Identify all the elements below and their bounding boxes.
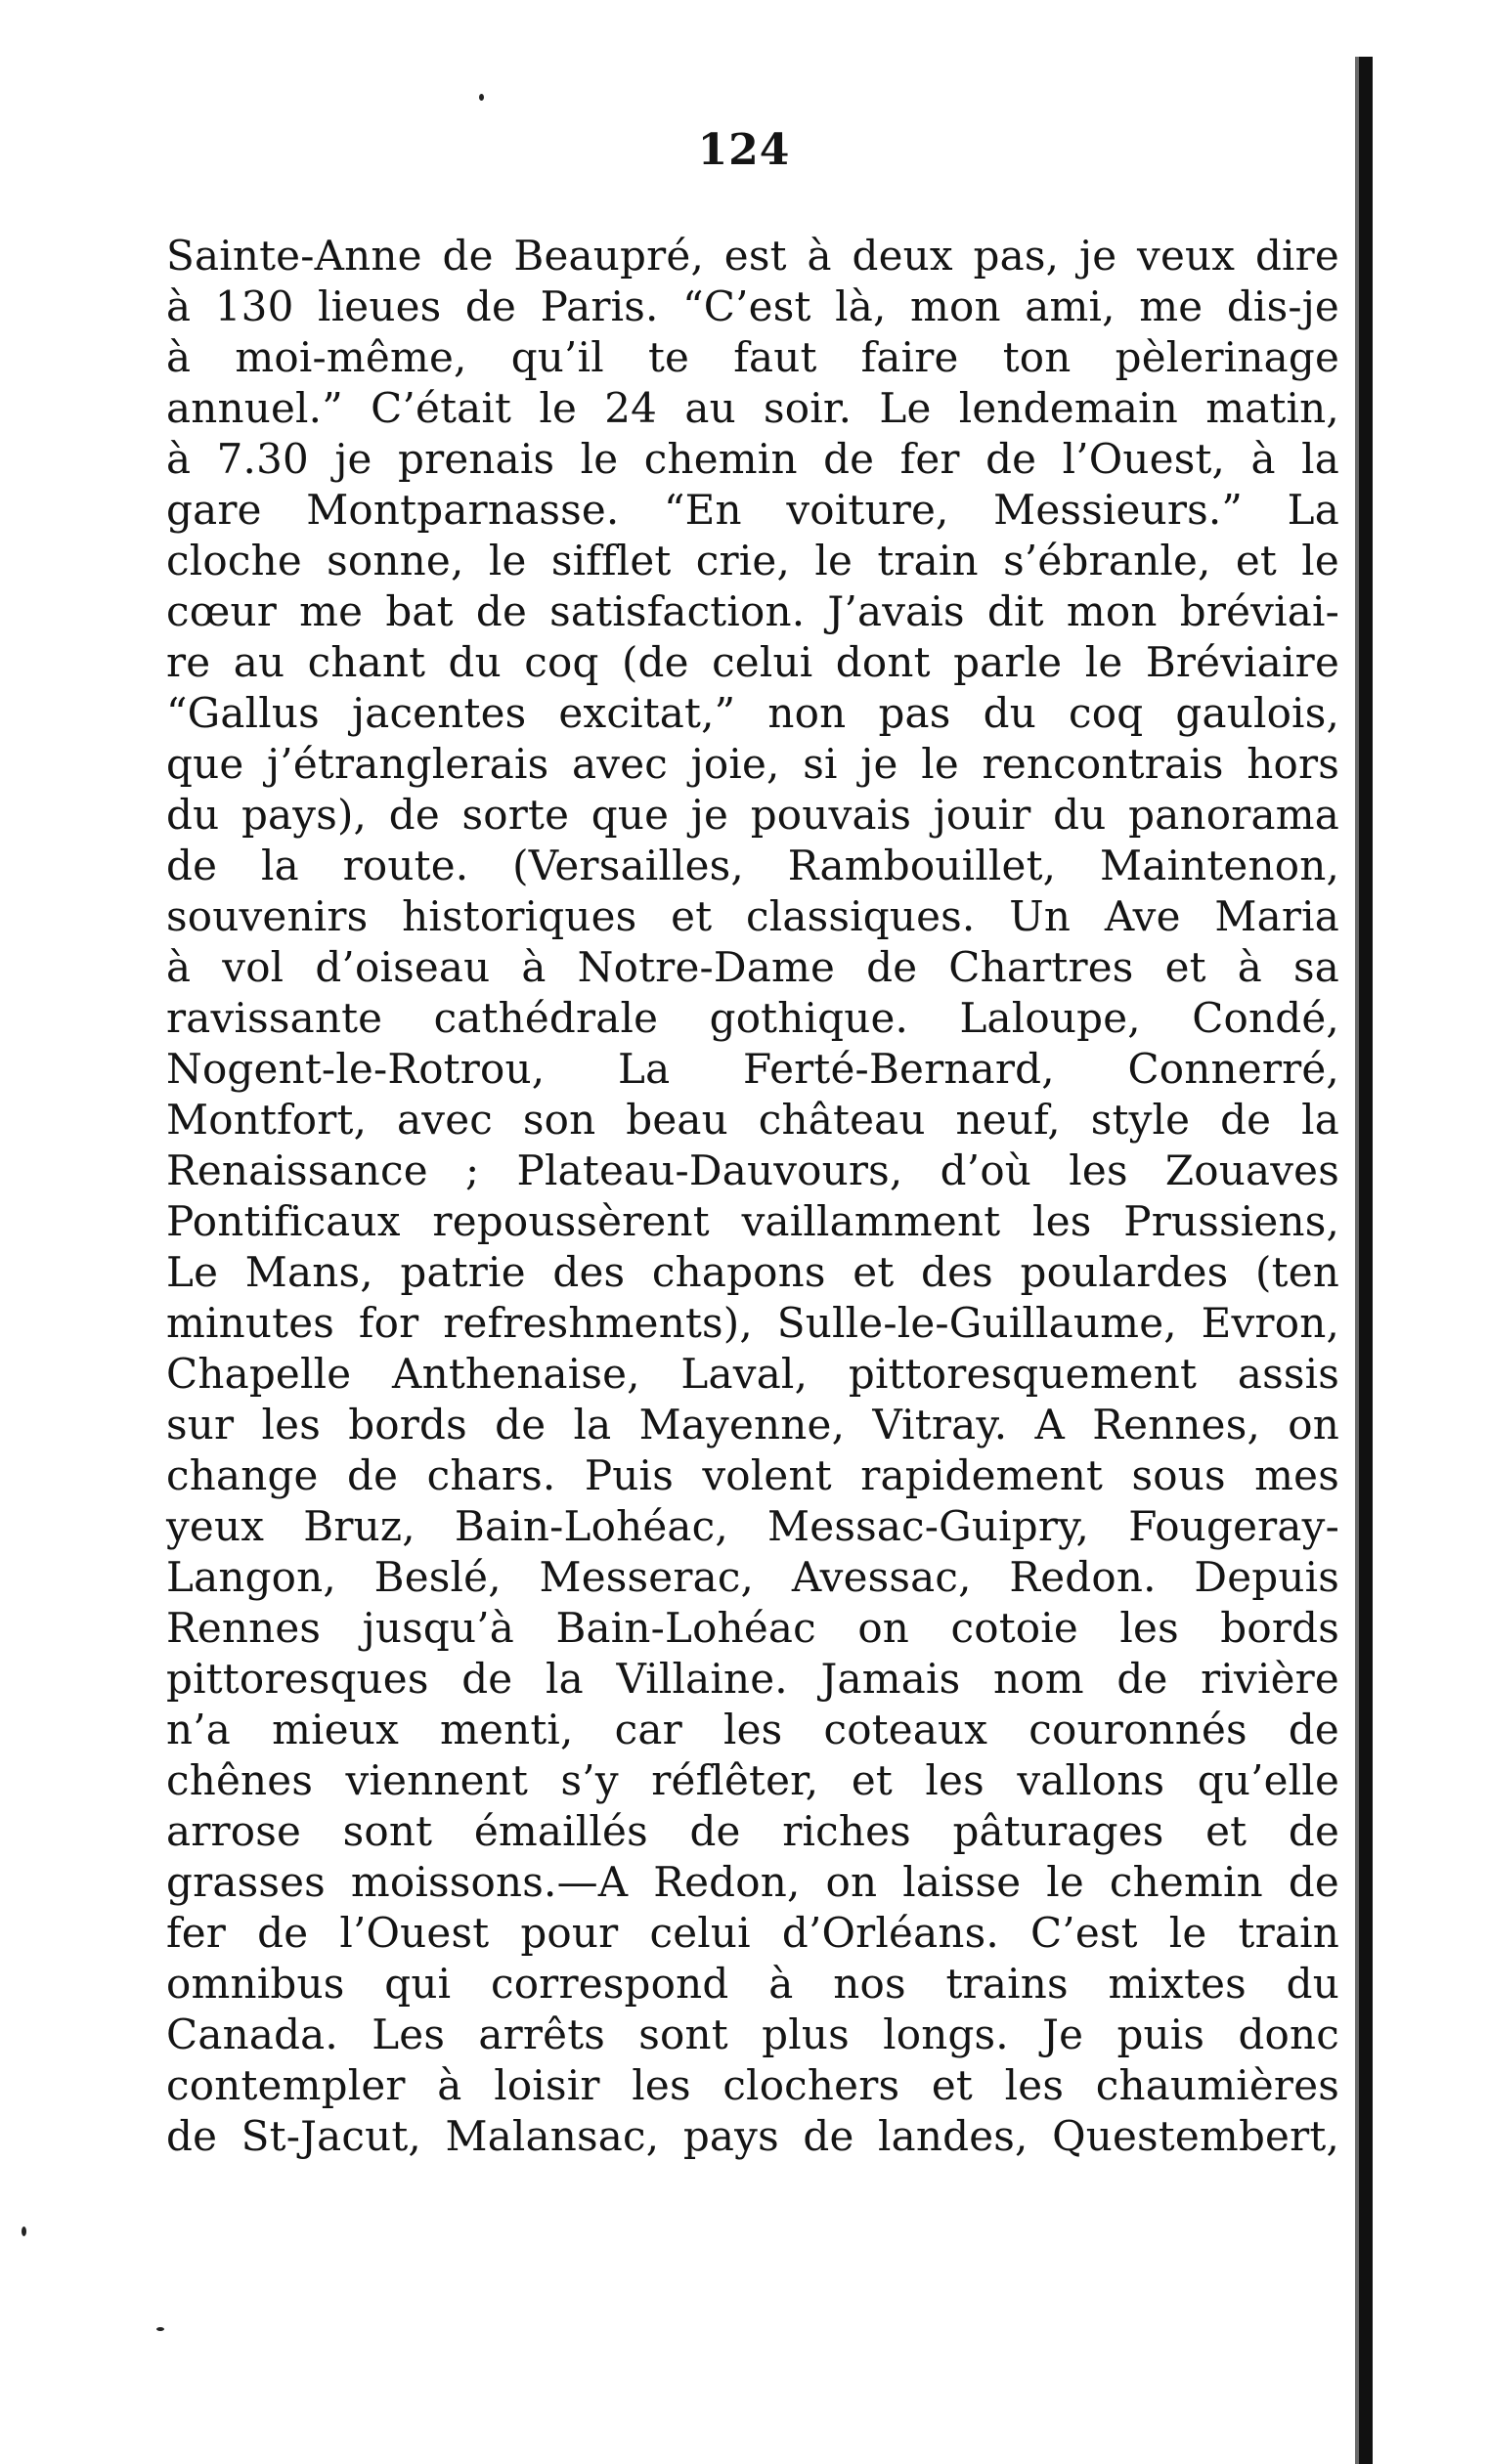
text-line: Rennes jusqu’à Bain-Lohéac on cotoie les bords [166, 1604, 1339, 1652]
text-line: gare Montparnasse. “En voiture, Messieurs.” La [166, 486, 1339, 534]
text-line: Sainte-Anne de Beaupré, est à deux pas, je veux dire [166, 232, 1339, 280]
text-line: de St-Jacut, Malansac, pays de landes, Questembert, [166, 2112, 1339, 2160]
text-line: Canada. Les arrêts sont plus longs. Je puis donc [166, 2010, 1339, 2058]
text-line: à moi-même, qu’il te faut faire ton pèlerinage [166, 333, 1339, 381]
text-line: yeux Bruz, Bain-Lohéac, Messac-Guipry, Fougeray- [166, 1502, 1339, 1550]
text-line: Langon, Beslé, Messerac, Avessac, Redon. Depuis [166, 1553, 1339, 1601]
text-line: Renaissance ; Plateau-Dauvours, d’où les Zouaves [166, 1146, 1339, 1194]
binding-edge [1359, 57, 1373, 2464]
text-line: Chapelle Anthenaise, Laval, pittoresquement assis [166, 1350, 1339, 1398]
text-line: re au chant du coq (de celui dont parle le Bréviaire [166, 638, 1339, 686]
text-line: fer de l’Ouest pour celui d’Orléans. C’est le train [166, 1909, 1339, 1957]
text-line: du pays), de sorte que je pouvais jouir du panorama [166, 791, 1339, 839]
text-line: que j’étranglerais avec joie, si je le rencontrais hors [166, 740, 1339, 788]
text-line: à 130 lieues de Paris. “C’est là, mon ami, me dis-je [166, 282, 1339, 330]
text-line: annuel.” C’était le 24 au soir. Le lendemain matin, [166, 384, 1339, 432]
text-line: n’a mieux menti, car les coteaux couronnés de [166, 1706, 1339, 1753]
text-line: contempler à loisir les clochers et les chaumières [166, 2061, 1339, 2109]
text-line: cloche sonne, le sifflet crie, le train s’ébranle, et le [166, 537, 1339, 584]
body-text [166, 231, 1339, 2162]
scan-speck [156, 2327, 164, 2331]
text-line: à 7.30 je prenais le chemin de fer de l’Ouest, à la [166, 435, 1339, 483]
text-line: Pontificaux repoussèrent vaillamment les Prussiens, [166, 1197, 1339, 1245]
text-line: pittoresques de la Villaine. Jamais nom de rivière [166, 1655, 1339, 1703]
text-line: Montfort, avec son beau château neuf, style de la [166, 1096, 1339, 1144]
text-line: souvenirs historiques et classiques. Un Ave Maria [166, 892, 1339, 940]
text-line: sur les bords de la Mayenne, Vitray. A Rennes, on [166, 1401, 1339, 1448]
scan-speck [479, 94, 484, 101]
scan-speck [22, 2226, 26, 2236]
text-line: omnibus qui correspond à nos trains mixtes du [166, 1960, 1339, 2008]
text-line: de la route. (Versailles, Rambouillet, Maintenon, [166, 842, 1339, 889]
text-line: ravissante cathédrale gothique. Laloupe, Condé, [166, 994, 1339, 1042]
page-number: 124 [697, 125, 791, 175]
text-line: minutes for refreshments), Sulle-le-Guillaume, Evron, [166, 1299, 1339, 1347]
text-line: grasses moissons.—A Redon, on laisse le chemin de [166, 1858, 1339, 1906]
text-line: arrose sont émaillés de riches pâturages et de [166, 1807, 1339, 1855]
text-line: Nogent-le-Rotrou, La Ferté-Bernard, Connerré, [166, 1045, 1339, 1093]
text-line: chênes viennent s’y réflêter, et les vallons qu’elle [166, 1756, 1339, 1804]
text-line: à vol d’oiseau à Notre-Dame de Chartres et à sa [166, 943, 1339, 991]
text-line: change de chars. Puis volent rapidement sous mes [166, 1451, 1339, 1499]
text-line: cœur me bat de satisfaction. J’avais dit mon bréviai- [166, 587, 1339, 635]
text-line: Le Mans, patrie des chapons et des poulardes (ten [166, 1248, 1339, 1296]
text-line: “Gallus jacentes excitat,” non pas du coq gaulois, [166, 689, 1339, 737]
